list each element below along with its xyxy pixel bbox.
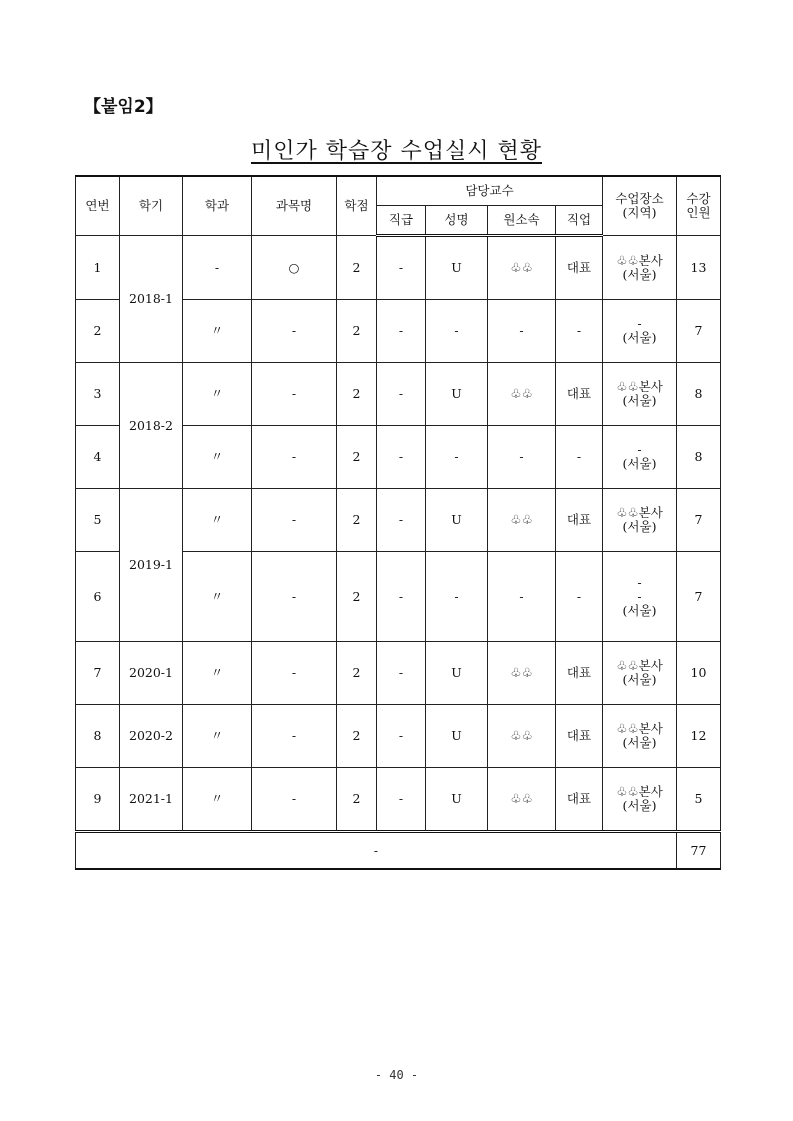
term-cell: 2019-1 <box>120 489 183 642</box>
count-cell: 12 <box>677 705 721 768</box>
rank-cell: - <box>377 768 426 832</box>
header-region-label: (지역) <box>622 205 657 220</box>
table-row <box>76 489 721 552</box>
dept-cell: 〃 <box>183 768 252 832</box>
rank-cell: - <box>377 489 426 552</box>
name-cell: U <box>426 489 488 552</box>
count-cell: 7 <box>677 300 721 363</box>
region-text: (서울) <box>622 266 657 282</box>
place-cell <box>603 426 677 489</box>
job-cell: 대표 <box>556 489 603 552</box>
course-cell: - <box>252 705 337 768</box>
header-place <box>603 176 677 236</box>
place-text: - <box>637 316 642 331</box>
count-cell: 10 <box>677 642 721 705</box>
header-course: 과목명 <box>252 176 337 236</box>
header-place-label: 수업장소 <box>615 191 664 206</box>
count-cell: 5 <box>677 768 721 832</box>
total-row <box>76 832 721 870</box>
term-cell: 2021-1 <box>120 768 183 832</box>
rank-cell: - <box>377 705 426 768</box>
credit-cell: 2 <box>337 489 377 552</box>
count-cell: 8 <box>677 363 721 426</box>
name-cell: - <box>426 552 488 642</box>
header-job: 직업 <box>556 206 603 236</box>
name-cell: U <box>426 363 488 426</box>
region-text: (서울) <box>622 672 657 687</box>
row-number: 8 <box>76 705 120 768</box>
affil-cell: - <box>488 426 556 489</box>
job-cell: 대표 <box>556 768 603 832</box>
rank-cell: - <box>377 426 426 489</box>
term-cell: 2020-2 <box>120 705 183 768</box>
job-cell: - <box>556 426 603 489</box>
job-cell: 대표 <box>556 642 603 705</box>
job-cell: - <box>556 300 603 363</box>
credit-cell: 2 <box>337 705 377 768</box>
row-number: 1 <box>76 236 120 300</box>
place-cell <box>603 642 677 705</box>
dept-cell: 〃 <box>183 642 252 705</box>
credit-cell: 2 <box>337 236 377 300</box>
place-cell <box>603 552 677 642</box>
attachment-label: 【붙임2】 <box>84 97 163 117</box>
region-text: (서울) <box>622 330 657 345</box>
rank-cell: - <box>377 363 426 426</box>
header-rank: 직급 <box>377 206 426 236</box>
job-cell: 대표 <box>556 363 603 426</box>
row-number: 2 <box>76 300 120 363</box>
course-cell: - <box>252 426 337 489</box>
credit-cell: 2 <box>337 552 377 642</box>
place-cell <box>603 705 677 768</box>
row-number: 3 <box>76 363 120 426</box>
term-cell: 2020-1 <box>120 642 183 705</box>
affil-cell: ♧♧ <box>488 236 556 300</box>
table-row <box>76 642 721 705</box>
affil-cell: ♧♧ <box>488 705 556 768</box>
region-text: (서울) <box>622 798 657 813</box>
place-cell <box>603 236 677 300</box>
affil-cell: ♧♧ <box>488 363 556 426</box>
dept-cell: 〃 <box>183 363 252 426</box>
total-count: 77 <box>677 832 721 870</box>
region-text: (서울) <box>622 393 657 408</box>
count-cell: 7 <box>677 489 721 552</box>
count-cell: 7 <box>677 552 721 642</box>
place-cell <box>603 768 677 832</box>
rank-cell: - <box>377 552 426 642</box>
credit-cell: 2 <box>337 300 377 363</box>
table-row <box>76 236 721 300</box>
header-dept: 학과 <box>183 176 252 236</box>
header-credit: 학점 <box>337 176 377 236</box>
header-term: 학기 <box>120 176 183 236</box>
name-cell: U <box>426 705 488 768</box>
affil-cell: ♧♧ <box>488 768 556 832</box>
place-text: - <box>637 574 642 590</box>
region-text: (서울) <box>622 456 657 471</box>
header-count-1: 수강 <box>686 191 711 206</box>
affil-cell: ♧♧ <box>488 489 556 552</box>
header-count-2: 인원 <box>686 205 711 220</box>
dept-cell: 〃 <box>183 552 252 642</box>
header-no: 연번 <box>76 176 120 236</box>
header-name: 성명 <box>426 206 488 236</box>
course-cell: - <box>252 489 337 552</box>
name-cell: - <box>426 300 488 363</box>
dept-cell: 〃 <box>183 300 252 363</box>
dept-cell: 〃 <box>183 705 252 768</box>
credit-cell: 2 <box>337 642 377 705</box>
name-cell: U <box>426 768 488 832</box>
header-count <box>677 176 721 236</box>
place-text: ♧♧본사 <box>616 784 663 799</box>
region-text: (서울) <box>622 519 657 534</box>
dept-cell: 〃 <box>183 489 252 552</box>
place-text: ♧♧본사 <box>616 721 663 736</box>
region-text: (서울) <box>622 735 657 750</box>
credit-cell: 2 <box>337 426 377 489</box>
place2-text: - <box>637 588 642 604</box>
place-cell <box>603 489 677 552</box>
course-cell: ○ <box>252 236 337 300</box>
region-text: (서울) <box>622 602 657 618</box>
table-row <box>76 768 721 832</box>
course-cell: - <box>252 768 337 832</box>
credit-cell: 2 <box>337 768 377 832</box>
name-cell: U <box>426 642 488 705</box>
term-cell: 2018-2 <box>120 363 183 489</box>
page-number: - 40 - <box>374 1068 419 1082</box>
page-title: 미인가 학습장 수업실시 현황 <box>250 139 542 164</box>
status-table <box>75 175 721 870</box>
table-row <box>76 705 721 768</box>
row-number: 7 <box>76 642 120 705</box>
credit-cell: 2 <box>337 363 377 426</box>
rank-cell: - <box>377 300 426 363</box>
place-text: - <box>637 442 642 457</box>
job-cell: 대표 <box>556 236 603 300</box>
rank-cell: - <box>377 642 426 705</box>
affil-cell: - <box>488 552 556 642</box>
course-cell: - <box>252 642 337 705</box>
dept-cell: 〃 <box>183 426 252 489</box>
header-row <box>76 176 721 206</box>
row-number: 4 <box>76 426 120 489</box>
job-cell: - <box>556 552 603 642</box>
dept-cell: - <box>183 236 252 300</box>
affil-cell: ♧♧ <box>488 642 556 705</box>
row-number: 9 <box>76 768 120 832</box>
name-cell: U <box>426 236 488 300</box>
place-cell <box>603 300 677 363</box>
count-cell: 13 <box>677 236 721 300</box>
place-text: ♧♧본사 <box>616 658 663 673</box>
name-cell: - <box>426 426 488 489</box>
place-text: ♧♧본사 <box>616 379 663 394</box>
row-number: 5 <box>76 489 120 552</box>
rank-cell: - <box>377 236 426 300</box>
total-label: - <box>76 832 677 870</box>
place-text: ♧♧본사 <box>616 505 663 520</box>
row-number: 6 <box>76 552 120 642</box>
course-cell: - <box>252 300 337 363</box>
table-row <box>76 363 721 426</box>
course-cell: - <box>252 552 337 642</box>
job-cell: 대표 <box>556 705 603 768</box>
place-text: ♧♧본사 <box>616 252 663 268</box>
course-cell: - <box>252 363 337 426</box>
header-professor: 담당교수 <box>377 176 603 206</box>
count-cell: 8 <box>677 426 721 489</box>
header-affiliation: 원소속 <box>488 206 556 236</box>
affil-cell: - <box>488 300 556 363</box>
place-cell <box>603 363 677 426</box>
term-cell: 2018-1 <box>120 236 183 363</box>
